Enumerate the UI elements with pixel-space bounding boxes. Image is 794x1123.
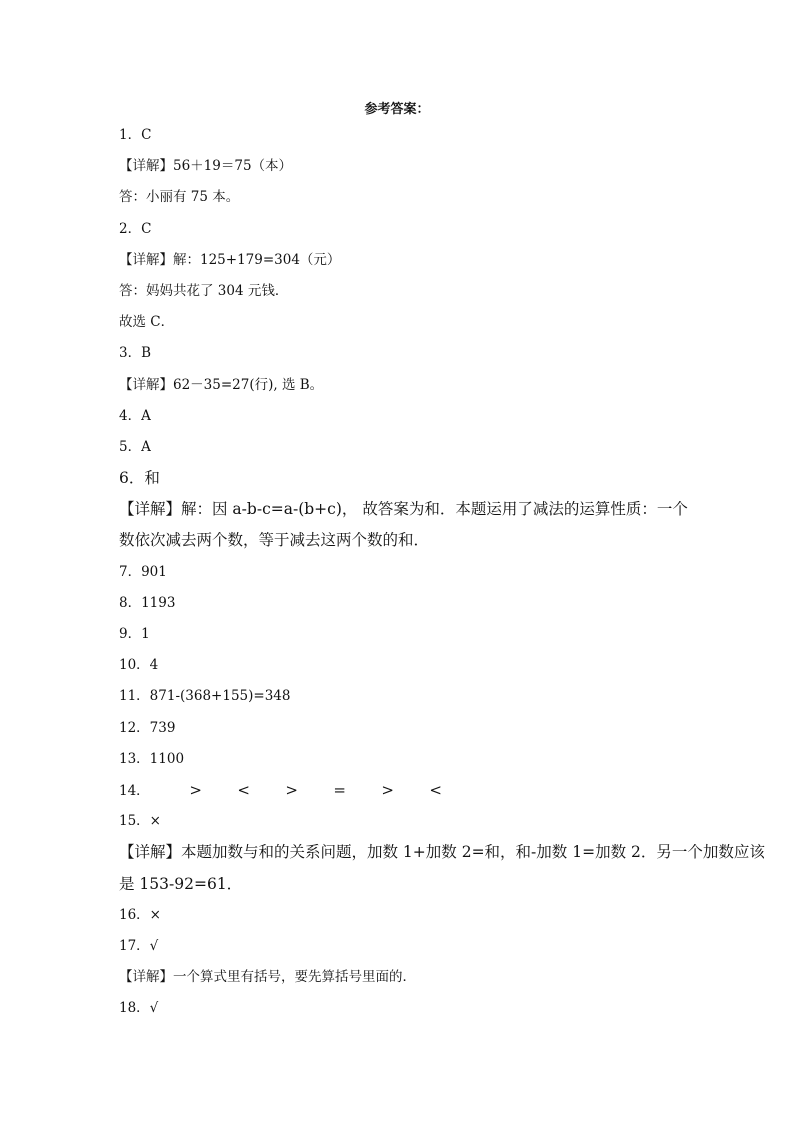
answer-18: 18．√ — [119, 1000, 159, 1017]
answer-text-1: 答：小丽有 75 本。 — [119, 189, 240, 206]
comparison-symbols — [172, 775, 460, 807]
explanation-2: 【详解】解：125+179=304（元） — [119, 251, 341, 268]
choice-2: 故选 C． — [119, 314, 175, 331]
answer-3: 3．B — [119, 345, 152, 362]
explanation-15-line-2: 是 153-92=61． — [119, 874, 243, 893]
comparison-symbol: < — [429, 780, 442, 799]
explanation-1: 【详解】56＋19＝75（本） — [119, 158, 293, 175]
answer-7: 7．901 — [119, 563, 167, 580]
comparison-symbol: > — [381, 780, 394, 799]
explanation-6 — [119, 494, 688, 556]
comparison-symbol: = — [333, 780, 346, 799]
explanation-6-line-1: 【详解】解：因 a-b-c=a-(b+c)， 故答案为和．本题运用了减法的运算性质：一个 — [119, 500, 688, 519]
answer-2: 2．C — [119, 220, 152, 237]
answer-17: 17．√ — [119, 937, 159, 954]
answer-11: 11．871-(368+155)=348 — [119, 688, 291, 705]
answer-9: 9．1 — [119, 626, 150, 642]
answer-6: 6．和 — [119, 469, 160, 488]
explanation-15 — [119, 837, 765, 899]
answer-8: 8．1193 — [119, 594, 176, 611]
explanation-15-line-1: 【详解】本题加数与和的关系问题，加数 1+加数 2=和，和-加数 1=加数 2．另一个加数应该 — [119, 843, 765, 862]
answer-list — [119, 120, 765, 1024]
answer-10: 10．4 — [119, 657, 159, 674]
explanation-3: 【详解】62－35=27(行), 选 B。 — [119, 376, 324, 393]
answer-1: 1．C — [119, 127, 152, 143]
comparison-symbol: > — [189, 780, 202, 799]
comparison-symbol: > — [285, 780, 298, 799]
answer-12: 12．739 — [119, 719, 176, 736]
explanation-17: 【详解】一个算式里有括号，要先算括号里面的． — [119, 969, 416, 986]
answer-text-2: 答：妈妈共花了 304 元钱． — [119, 282, 289, 299]
answer-14 — [119, 775, 679, 806]
answer-13: 13．1100 — [119, 750, 185, 767]
answer-14-label: 14． — [119, 782, 150, 799]
answer-5: 5．A — [119, 438, 151, 455]
page-title: 参考答案： — [364, 102, 430, 117]
answer-15: 15．× — [119, 813, 161, 830]
answer-4: 4．A — [119, 407, 151, 424]
comparison-symbol: < — [237, 780, 250, 799]
explanation-6-line-2: 数依次减去两个数，等于减去这两个数的和． — [119, 531, 430, 550]
answer-16: 16．× — [119, 906, 161, 923]
